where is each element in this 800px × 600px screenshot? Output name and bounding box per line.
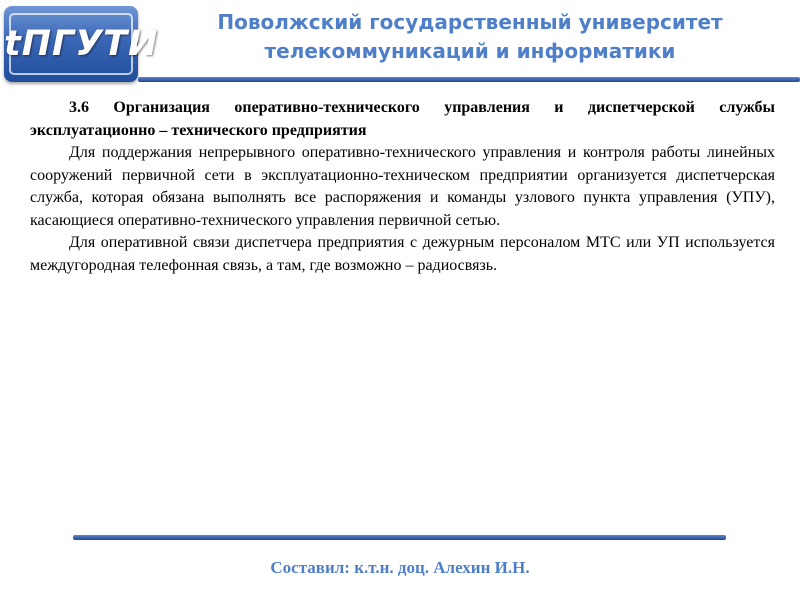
title-line-1: Поволжский государственный университет [217,10,723,34]
author-credit: Составил: к.т.н. доц. Алехин И.Н. [270,558,530,577]
document-body [30,97,775,277]
header-divider [138,77,800,82]
university-logo [4,6,159,82]
title-line-2: телекоммуникаций и информатики [264,39,676,63]
section-heading: 3.6 Организация оперативно-технического управления и диспетчерской службы эксплуатационно – технического предприятия [30,99,775,139]
paragraph-1: Для поддержания непрерывного оперативно-технического управления и контроля работы линейных сооружений первичной сети в эксплуатационно-техническом предприятии организуется диспетчерская служба, которая обязана выполнять все распоряжения и команды узлового пункта управления (УПУ), касающиеся оперативно-технического управления первичной сетью. [30,144,775,229]
page-title [150,8,790,66]
footer-divider [73,535,726,540]
logo-text: tПГУТИ [4,24,159,64]
paragraph-2: Для оперативной связи диспетчера предприятия с дежурным персоналом МТС или УП используется междугородная телефонная связь, а там, где возможно – радиосвязь. [30,234,775,274]
